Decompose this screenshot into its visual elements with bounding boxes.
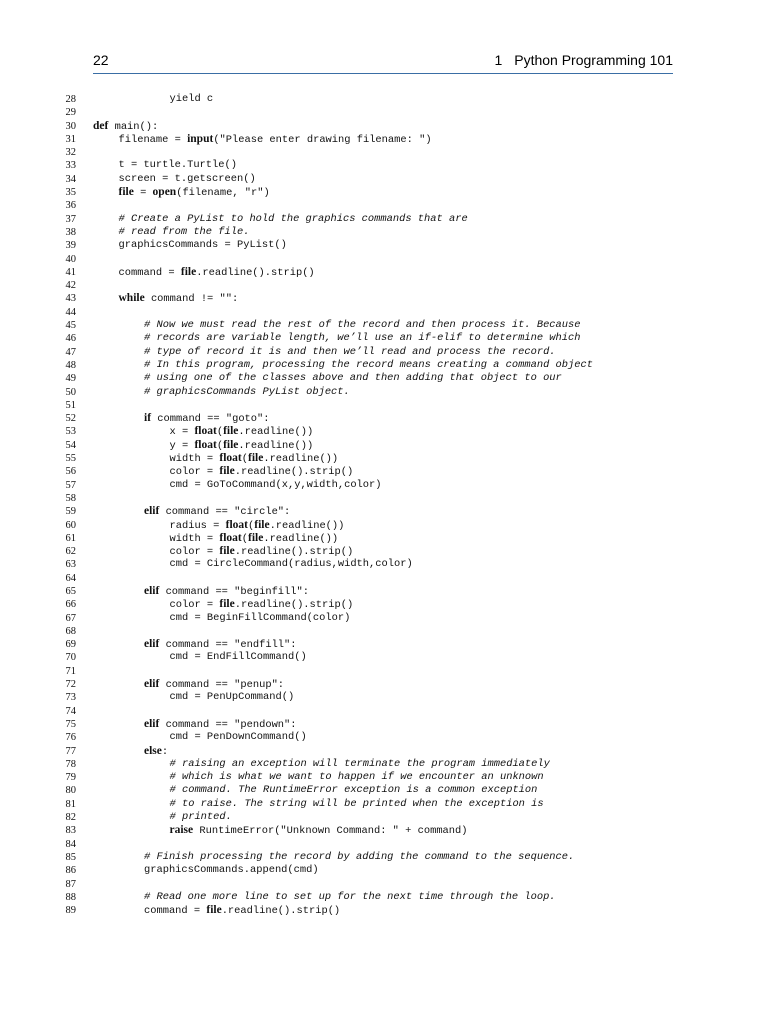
line-number: 31 xyxy=(65,133,76,145)
code-text xyxy=(170,479,382,492)
code-token: ( xyxy=(216,439,224,452)
comment: # In this program, processing the record means creating a command object xyxy=(144,358,593,371)
code-text xyxy=(170,651,307,664)
keyword: file xyxy=(248,531,264,544)
code-token: .readline().strip() xyxy=(234,546,354,559)
code-token: ( xyxy=(216,426,224,439)
code-line xyxy=(58,412,678,425)
code-line xyxy=(58,824,678,837)
code-token: (filename, "r") xyxy=(176,187,270,200)
line-number: 76 xyxy=(65,732,76,744)
code-token: command == "goto": xyxy=(151,413,270,426)
keyword: float xyxy=(225,518,248,531)
line-number: 42 xyxy=(65,280,76,292)
code-token: yield c xyxy=(169,93,214,105)
line-number: 39 xyxy=(65,240,76,252)
code-token: : xyxy=(161,745,169,758)
code-token: RuntimeError("Unknown Command: " + command) xyxy=(193,825,468,838)
line-number: 34 xyxy=(65,173,76,185)
code-line xyxy=(58,745,678,758)
line-number: 74 xyxy=(65,705,76,717)
line-number: 86 xyxy=(65,865,76,877)
code-text xyxy=(144,891,556,904)
line-number: 36 xyxy=(65,200,76,212)
keyword: float xyxy=(219,531,242,544)
line-number: 87 xyxy=(65,878,76,890)
code-line xyxy=(58,612,678,625)
code-line xyxy=(58,266,678,279)
code-token: ( xyxy=(241,453,248,466)
code-token: cmd = CircleCommand(radius,width,color) xyxy=(169,558,413,571)
keyword: open xyxy=(152,186,177,199)
code-line xyxy=(58,838,678,851)
keyword: elif xyxy=(144,717,160,730)
code-token: ( xyxy=(241,532,248,545)
code-listing xyxy=(58,93,678,917)
line-number: 56 xyxy=(65,466,76,478)
code-token: .readline()) xyxy=(269,519,345,532)
code-token: graphicsCommands.append(cmd) xyxy=(144,864,319,877)
line-number: 63 xyxy=(65,559,76,571)
code-line xyxy=(58,306,678,319)
code-text xyxy=(119,173,256,186)
code-line xyxy=(58,199,678,212)
code-line xyxy=(58,625,678,638)
code-text xyxy=(170,425,314,439)
code-line xyxy=(58,878,678,891)
line-number: 28 xyxy=(65,94,76,105)
code-token: .readline().strip() xyxy=(221,905,341,918)
keyword: elif xyxy=(144,505,160,518)
code-token: cmd = PenDownCommand() xyxy=(169,731,307,744)
code-token: .readline()) xyxy=(263,453,339,466)
keyword: file xyxy=(219,598,235,611)
code-token: cmd = PenUpCommand() xyxy=(169,691,295,704)
code-text xyxy=(144,386,350,399)
code-line xyxy=(58,386,678,399)
code-line xyxy=(58,532,678,545)
code-text xyxy=(170,824,468,838)
code-line xyxy=(58,678,678,691)
line-number: 29 xyxy=(65,107,76,119)
code-line xyxy=(58,292,678,305)
code-text xyxy=(144,678,284,692)
comment: # which is what we want to happen if we encounter an unknown xyxy=(169,771,544,784)
code-text xyxy=(119,266,315,280)
chapter-title: Python Programming 101 xyxy=(514,52,673,68)
code-text xyxy=(170,784,538,797)
code-token: command = xyxy=(144,905,207,918)
code-token: color = xyxy=(169,599,220,612)
code-line xyxy=(58,279,678,292)
code-line xyxy=(58,399,678,412)
code-line xyxy=(58,705,678,718)
running-head xyxy=(494,52,673,68)
page-number: 22 xyxy=(93,52,109,68)
code-text xyxy=(144,585,309,599)
line-number: 78 xyxy=(65,758,76,770)
code-text xyxy=(144,864,319,877)
code-text xyxy=(170,598,354,612)
line-number: 89 xyxy=(65,905,76,917)
code-line xyxy=(58,811,678,824)
code-text xyxy=(170,545,354,559)
code-line xyxy=(58,106,678,119)
code-token: .readline()) xyxy=(238,426,314,439)
line-number: 53 xyxy=(65,426,76,438)
code-line xyxy=(58,425,678,438)
code-token: color = xyxy=(169,546,220,559)
code-line xyxy=(58,731,678,744)
code-token: cmd = GoToCommand(x,y,width,color) xyxy=(169,478,382,491)
line-number: 85 xyxy=(65,851,76,863)
code-text xyxy=(170,439,314,453)
code-text xyxy=(119,186,270,200)
code-token: screen = t.getscreen() xyxy=(118,172,256,185)
line-number: 58 xyxy=(65,492,76,504)
code-text xyxy=(144,638,297,652)
code-text xyxy=(144,904,340,918)
code-line xyxy=(58,638,678,651)
code-line xyxy=(58,346,678,359)
code-token: color = xyxy=(169,466,220,479)
keyword: float xyxy=(194,438,217,451)
line-number: 46 xyxy=(65,333,76,345)
keyword: file xyxy=(180,265,197,278)
code-token: .readline().strip() xyxy=(234,599,354,612)
code-line xyxy=(58,332,678,345)
code-text xyxy=(170,558,413,571)
line-number: 44 xyxy=(65,306,76,318)
code-token: radius = xyxy=(169,519,226,532)
code-token: .readline()) xyxy=(238,439,314,452)
code-line xyxy=(58,239,678,252)
code-line xyxy=(58,120,678,133)
line-number: 71 xyxy=(65,665,76,677)
keyword: while xyxy=(118,292,145,305)
comment: # Read one more line to set up for the next time through the loop. xyxy=(144,890,556,903)
code-text xyxy=(170,452,339,466)
line-number: 32 xyxy=(65,147,76,159)
code-token: = xyxy=(133,187,153,200)
code-line xyxy=(58,465,678,478)
code-token: ("Please enter drawing filename: ") xyxy=(213,133,432,146)
comment: # Finish processing the record by adding the command to the sequence. xyxy=(144,850,575,863)
code-line xyxy=(58,213,678,226)
code-token: .readline().strip() xyxy=(196,266,315,279)
code-token: width = xyxy=(169,453,220,466)
keyword: elif xyxy=(144,678,160,691)
line-number: 61 xyxy=(65,532,76,544)
code-text xyxy=(170,798,544,811)
code-text xyxy=(170,612,351,625)
code-line xyxy=(58,186,678,199)
code-token: command == "beginfill": xyxy=(159,585,309,598)
line-number: 62 xyxy=(65,546,76,558)
comment: # command. The RuntimeError exception is a common exception xyxy=(169,784,538,797)
code-token: cmd = BeginFillCommand(color) xyxy=(169,611,351,624)
comment: # read from the file. xyxy=(118,225,250,238)
code-token: .readline()) xyxy=(263,532,339,545)
code-line xyxy=(58,439,678,452)
header-rule xyxy=(93,73,673,74)
keyword: file xyxy=(206,904,222,917)
keyword: file xyxy=(223,438,239,451)
code-text xyxy=(170,691,295,704)
code-token: x = xyxy=(169,426,195,439)
code-text xyxy=(144,505,290,519)
code-token: command == "penup": xyxy=(159,679,285,692)
line-number: 52 xyxy=(65,413,76,425)
code-text xyxy=(170,811,232,824)
line-number: 33 xyxy=(65,160,76,172)
code-line xyxy=(58,758,678,771)
line-number: 70 xyxy=(65,652,76,664)
keyword: input xyxy=(187,132,214,145)
line-number: 66 xyxy=(65,599,76,611)
code-text xyxy=(144,718,297,732)
code-line xyxy=(58,598,678,611)
code-line xyxy=(58,651,678,664)
line-number: 75 xyxy=(65,718,76,730)
code-text xyxy=(144,319,580,332)
code-text xyxy=(144,412,270,426)
keyword: file xyxy=(254,518,270,531)
line-number: 38 xyxy=(65,226,76,238)
code-line xyxy=(58,253,678,266)
code-line xyxy=(58,718,678,731)
keyword: elif xyxy=(144,638,160,651)
line-number: 43 xyxy=(65,293,76,305)
code-token: ( xyxy=(247,519,255,532)
comment: # Now we must read the rest of the record and then process it. Because xyxy=(144,319,581,332)
comment: # Create a PyList to hold the graphics commands that are xyxy=(118,212,468,225)
code-text xyxy=(119,292,239,306)
keyword: def xyxy=(93,119,109,132)
comment: # records are variable length, we’ll use an if-elif to determine which xyxy=(144,332,581,345)
keyword: else xyxy=(144,744,162,757)
line-number: 65 xyxy=(65,585,76,597)
code-text xyxy=(170,771,544,784)
code-token: command == "circle": xyxy=(159,506,291,519)
code-text xyxy=(144,359,593,372)
code-line xyxy=(58,891,678,904)
line-number: 50 xyxy=(65,386,76,398)
comment: # graphicsCommands PyList object. xyxy=(144,385,350,398)
comment: # to raise. The string will be printed when the exception is xyxy=(169,797,544,810)
line-number: 60 xyxy=(65,519,76,531)
keyword: file xyxy=(248,452,264,465)
line-number: 54 xyxy=(65,439,76,451)
code-line xyxy=(58,133,678,146)
code-token: main(): xyxy=(108,120,159,133)
code-line xyxy=(58,691,678,704)
line-number: 80 xyxy=(65,785,76,797)
code-line xyxy=(58,864,678,877)
page-header xyxy=(93,50,673,72)
code-text xyxy=(144,332,580,345)
line-number: 30 xyxy=(65,120,76,132)
code-token: command != "": xyxy=(144,293,239,306)
code-text xyxy=(119,159,237,172)
code-text xyxy=(170,93,214,106)
code-token: graphicsCommands = PyList() xyxy=(118,239,287,252)
code-text xyxy=(119,213,468,226)
code-text xyxy=(144,346,556,359)
code-text xyxy=(144,745,168,759)
code-line xyxy=(58,319,678,332)
line-number: 69 xyxy=(65,639,76,651)
code-token: command == "endfill": xyxy=(159,639,297,652)
keyword: float xyxy=(219,452,242,465)
code-line xyxy=(58,784,678,797)
line-number: 55 xyxy=(65,453,76,465)
code-token: width = xyxy=(169,532,220,545)
code-text xyxy=(144,372,562,385)
line-number: 64 xyxy=(65,572,76,584)
line-number: 81 xyxy=(65,798,76,810)
comment: # type of record it is and then we’ll read and process the record. xyxy=(144,345,556,358)
code-line xyxy=(58,558,678,571)
keyword: raise xyxy=(169,824,194,837)
code-line xyxy=(58,159,678,172)
keyword: file xyxy=(219,545,235,558)
code-token: cmd = EndFillCommand() xyxy=(169,651,307,664)
keyword: float xyxy=(194,425,217,438)
line-number: 47 xyxy=(65,346,76,358)
line-number: 79 xyxy=(65,772,76,784)
code-line xyxy=(58,479,678,492)
code-line xyxy=(58,798,678,811)
chapter-number: 1 xyxy=(494,52,503,68)
code-text xyxy=(119,226,250,239)
code-line xyxy=(58,452,678,465)
line-number: 73 xyxy=(65,692,76,704)
code-text xyxy=(144,851,574,864)
code-text xyxy=(170,532,339,546)
code-line xyxy=(58,904,678,917)
code-line xyxy=(58,519,678,532)
code-text xyxy=(93,120,158,134)
code-line xyxy=(58,146,678,159)
code-text xyxy=(119,133,432,147)
code-token: .readline().strip() xyxy=(234,466,354,479)
line-number: 82 xyxy=(65,812,76,824)
line-number: 57 xyxy=(65,479,76,491)
code-line xyxy=(58,359,678,372)
line-number: 68 xyxy=(65,625,76,637)
line-number: 35 xyxy=(65,187,76,199)
keyword: file xyxy=(223,425,239,438)
line-number: 41 xyxy=(65,266,76,278)
code-token: command == "pendown": xyxy=(159,718,297,731)
code-token: command = xyxy=(118,266,181,279)
line-number: 37 xyxy=(65,213,76,225)
line-number: 72 xyxy=(65,679,76,691)
code-line xyxy=(58,585,678,598)
keyword: file xyxy=(118,186,134,199)
code-line xyxy=(58,492,678,505)
comment: # raising an exception will terminate the program immediately xyxy=(169,757,550,770)
line-number: 49 xyxy=(65,373,76,385)
code-line xyxy=(58,93,678,106)
keyword: if xyxy=(144,412,152,425)
code-text xyxy=(170,758,550,771)
line-number: 88 xyxy=(65,891,76,903)
code-line xyxy=(58,665,678,678)
line-number: 59 xyxy=(65,506,76,518)
code-line xyxy=(58,173,678,186)
comment: # using one of the classes above and then adding that object to our xyxy=(144,372,562,385)
code-text xyxy=(170,465,354,479)
code-line xyxy=(58,572,678,585)
line-number: 84 xyxy=(65,838,76,850)
code-line xyxy=(58,771,678,784)
code-text xyxy=(119,239,287,252)
code-line xyxy=(58,505,678,518)
code-token: filename = xyxy=(118,133,188,146)
code-line xyxy=(58,372,678,385)
code-line xyxy=(58,851,678,864)
code-line xyxy=(58,226,678,239)
line-number: 67 xyxy=(65,612,76,624)
line-number: 48 xyxy=(65,359,76,371)
comment: # printed. xyxy=(169,811,232,824)
line-number: 83 xyxy=(65,825,76,837)
line-number: 40 xyxy=(65,253,76,265)
code-token: y = xyxy=(169,439,195,452)
keyword: file xyxy=(219,465,235,478)
code-token: t = turtle.Turtle() xyxy=(118,159,237,172)
line-number: 51 xyxy=(65,399,76,411)
code-line xyxy=(58,545,678,558)
code-text xyxy=(170,519,345,533)
keyword: elif xyxy=(144,584,160,597)
line-number: 45 xyxy=(65,320,76,332)
code-text xyxy=(170,731,307,744)
line-number: 77 xyxy=(65,745,76,757)
